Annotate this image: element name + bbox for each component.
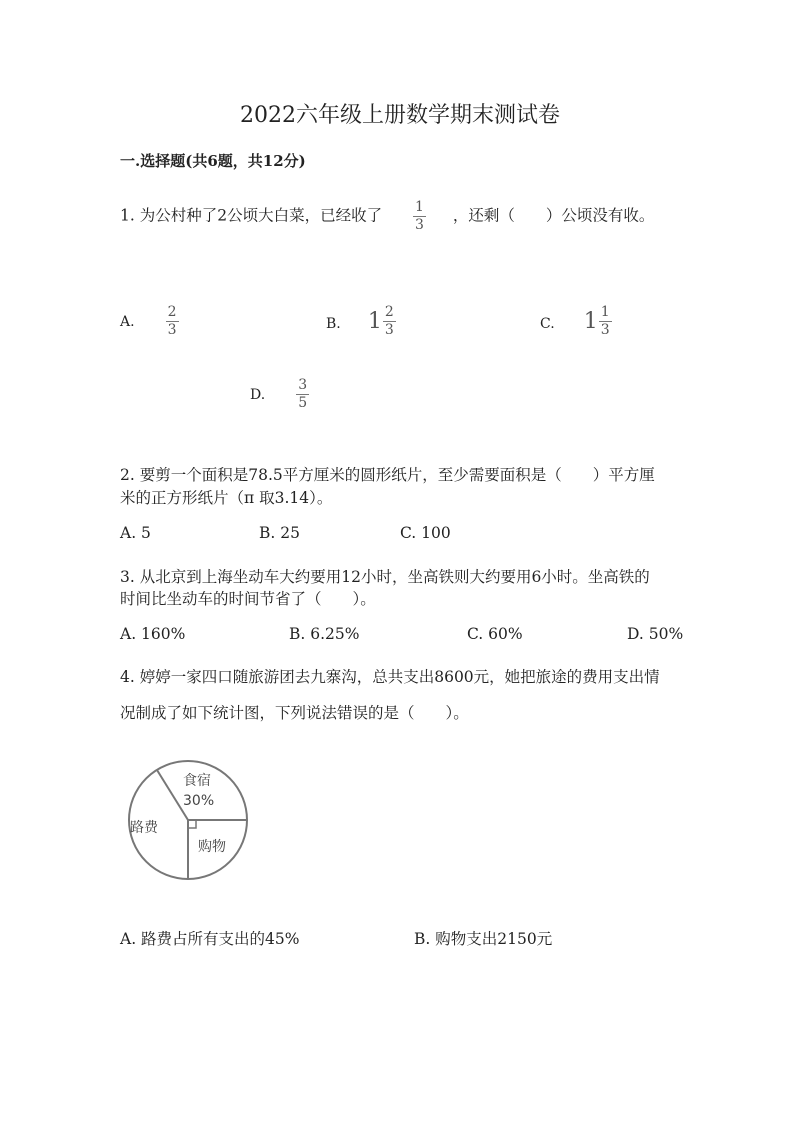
- right-angle-marker: [188, 820, 196, 828]
- fraction-numerator: 1: [415, 199, 424, 215]
- fraction-denominator: 3: [415, 217, 424, 233]
- option-mixed-number: [584, 305, 612, 338]
- q1-option-b[interactable]: [326, 305, 396, 338]
- section-heading: 一.选择题(共6题，共12分): [120, 152, 306, 170]
- option-label: C.: [540, 316, 555, 332]
- option-label: A.: [120, 314, 135, 330]
- pie-label-food-percent: 30%: [183, 793, 215, 809]
- q4-option-b[interactable]: B. 购物支出2150元: [414, 930, 553, 948]
- q3-option-a[interactable]: A. 160%: [120, 625, 186, 643]
- fraction-denominator: 3: [167, 322, 177, 338]
- q1-option-d[interactable]: [250, 378, 309, 411]
- option-fraction: [383, 305, 396, 338]
- fraction-numerator: 2: [384, 304, 394, 320]
- mixed-whole: 1: [583, 309, 598, 334]
- question-1-text-after: ，还剩（ ）公顷没有收。: [452, 206, 655, 225]
- option-mixed-number: [368, 305, 396, 338]
- option-fraction: [296, 378, 309, 411]
- question-1: [120, 200, 654, 233]
- pie-label-shopping: 购物: [198, 839, 226, 855]
- page-title: 2022六年级上册数学期末测试卷: [240, 103, 560, 128]
- q4-option-a[interactable]: A. 路费占所有支出的45%: [120, 930, 300, 948]
- question-1-fraction: [413, 200, 426, 233]
- option-label: B.: [326, 316, 341, 332]
- question-1-text-before: 1. 为公村种了2公顷大白菜，已经收了: [120, 206, 383, 225]
- fraction-denominator: 3: [600, 322, 610, 338]
- question-4-line-1: 4. 婷婷一家四口随旅游团去九寨沟，总共支出8600元，她把旅途的费用支出情: [120, 668, 660, 686]
- q3-option-d[interactable]: D. 50%: [627, 625, 684, 643]
- fraction-numerator: 3: [298, 377, 308, 393]
- q2-option-a[interactable]: A. 5: [120, 524, 151, 542]
- question-3-line-2: 时间比坐动车的时间节省了（ ）。: [120, 590, 376, 608]
- q2-option-b[interactable]: B. 25: [259, 524, 300, 542]
- option-fraction: [599, 305, 612, 338]
- q3-option-b[interactable]: B. 6.25%: [289, 625, 360, 643]
- question-4-line-2: 况制成了如下统计图，下列说法错误的是（ ）。: [120, 704, 469, 722]
- question-3-line-1: 3. 从北京到上海坐动车大约要用12小时，坐高铁则大约要用6小时。坐高铁的: [120, 568, 650, 586]
- q2-option-c[interactable]: C. 100: [400, 524, 451, 542]
- pie-label-travel: 路费: [130, 820, 158, 836]
- fraction-denominator: 5: [298, 395, 308, 411]
- question-2-line-2: 米的正方形纸片（π 取3.14）。: [120, 489, 333, 507]
- fraction-denominator: 3: [384, 322, 394, 338]
- pie-label-food: 食宿: [183, 773, 211, 789]
- option-label: D.: [250, 387, 266, 403]
- question-2-line-1: 2. 要剪一个面积是78.5平方厘米的圆形纸片，至少需要面积是（ ）平方厘: [120, 466, 655, 484]
- expense-pie-chart: [120, 750, 260, 890]
- option-fraction: [166, 305, 179, 338]
- fraction-numerator: 1: [600, 304, 610, 320]
- q1-option-c[interactable]: [540, 305, 612, 338]
- mixed-whole: 1: [367, 309, 382, 334]
- q1-option-a[interactable]: [120, 305, 179, 338]
- q3-option-c[interactable]: C. 60%: [467, 625, 523, 643]
- fraction-numerator: 2: [167, 304, 177, 320]
